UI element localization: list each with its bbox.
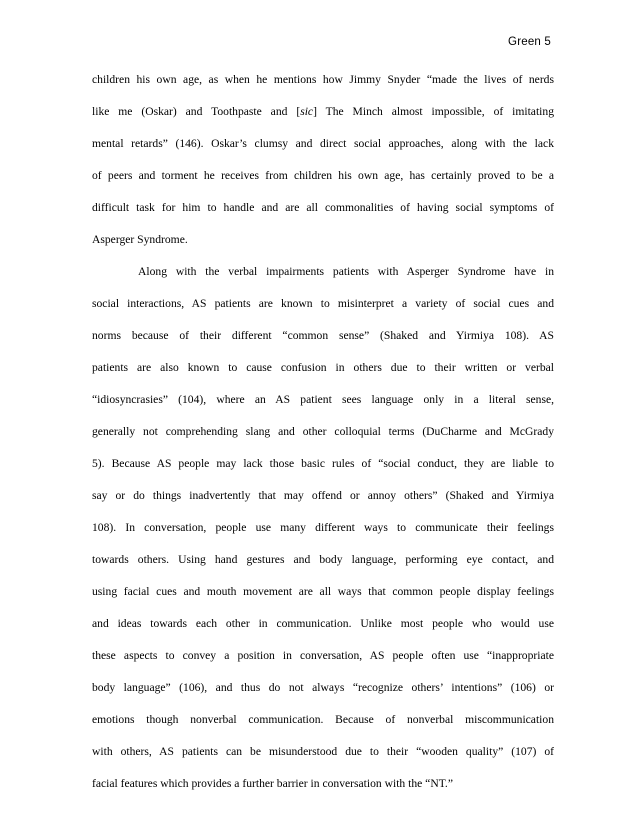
paragraph-2-line-17: facial features which provides a further barrier in conversation with the “NT.” [92,777,453,790]
paragraph-2-line-5: “idiosyncrasies” (104), where an AS patient sees language only in a literal sense, [92,393,554,406]
paragraph-2-line-1: Along with the verbal impairments patients with Asperger Syndrome have in [138,265,554,278]
paragraph-1-line-3: mental retards” (146). Oskar’s clumsy and direct social approaches, along with the lack [92,137,554,150]
paragraph-2-line-12: and ideas towards each other in communication. Unlike most people who would use [92,617,554,630]
paragraph-2-line-3: norms because of their different “common sense” (Shaked and Yirmiya 108). AS [92,329,554,342]
paragraph-1-line-2 [92,104,554,120]
paragraph-2-line-14: body language” (106), and thus do not always “recognize others’ intentions” (106) or [92,681,554,694]
paragraph-2-line-11: using facial cues and mouth movement are all ways that common people display feelings [92,585,554,598]
line-text: like me (Oskar) and Toothpaste and [ [92,105,301,118]
running-head: Green 5 [508,36,551,48]
sic-italic: sic [300,105,314,118]
paragraph-1-line-5: difficult task for him to handle and are all commonalities of having social symptoms of [92,201,554,214]
paragraph-2-line-7: 5). Because AS people may lack those basic rules of “social conduct, they are liable to [92,457,554,470]
paragraph-2-line-10: towards others. Using hand gestures and body language, performing eye contact, and [92,553,554,566]
paragraph-2-line-6: generally not comprehending slang and other colloquial terms (DuCharme and McGrady [92,425,554,438]
paragraph-2-line-4: patients are also known to cause confusion in others due to their written or verbal [92,361,554,374]
paragraph-1-line-6: Asperger Syndrome. [92,233,188,246]
line-text: ] The Minch almost impossible, of imitating [313,105,554,118]
paragraph-2-line-9: 108). In conversation, people use many different ways to communicate their feelings [92,521,554,534]
paragraph-2-line-15: emotions though nonverbal communication. Because of nonverbal miscommunication [92,713,554,726]
paragraph-1-line-4: of peers and torment he receives from children his own age, has certainly proved to be a [92,169,554,182]
paragraph-2-line-16: with others, AS patients can be misunderstood due to their “wooden quality” (107) of [92,745,554,758]
paragraph-2-line-8: say or do things inadvertently that may offend or annoy others” (Shaked and Yirmiya [92,489,554,502]
paragraph-2-line-2: social interactions, AS patients are known to misinterpret a variety of social cues and [92,297,554,310]
paragraph-2-line-13: these aspects to convey a position in conversation, AS people often use “inappropriate [92,649,554,662]
paragraph-1-line-1: children his own age, as when he mentions how Jimmy Snyder “made the lives of nerds [92,73,554,86]
